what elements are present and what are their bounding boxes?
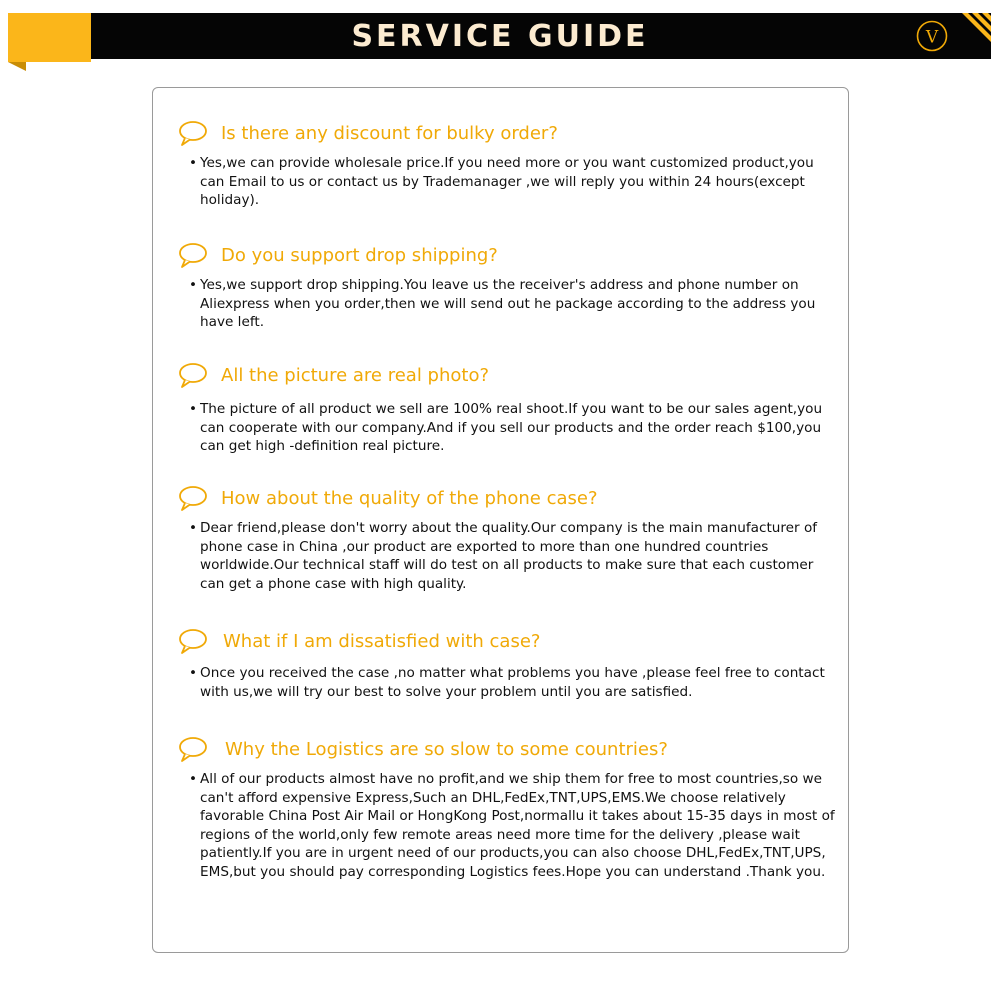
faq-answer-text: Yes,we can provide wholesale price.If you need more or you want customized product,you can Email to us or contact us by Trademanager ,we will reply you within 24 hours(except holiday). [200,155,814,208]
brand-logo-letter: V [925,27,939,48]
faq-answer-text: Dear friend,please don't worry about the quality.Our company is the main manufacturer of phone case in China ,our product are exported to more than one hundred countries worldwide.Our technical staff will do test on all products to make sure that each customer can get a phone case with high quality. [200,520,818,592]
faq-answer [178,664,840,701]
brand-logo-icon [916,20,948,52]
faq-question-row [178,118,858,148]
faq-answer [178,154,840,210]
bullet: • [189,665,198,681]
faq-question-row [178,360,858,390]
faq-question-row [178,626,858,656]
faq-item-logistics [178,734,858,881]
faq-answer-text: Once you received the case ,no matter what problems you have ,please feel free to contact with us,we will try our best to solve your problem until you are satisfied. [200,665,825,700]
faq-item-drop-shipping [178,240,858,332]
faq-answer [178,400,840,456]
speech-bubble-icon [178,485,208,512]
faq-answer [178,276,840,332]
faq-answer [178,519,840,593]
speech-bubble-icon [178,362,208,389]
faq-question: Do you support drop shipping? [221,244,498,266]
faq-question-row [178,483,858,513]
faq-answer [178,770,840,881]
faq-question: What if I am dissatisfied with case? [223,630,541,652]
speech-bubble-icon [178,242,208,269]
faq-item-dissatisfied [178,626,858,701]
faq-answer-text: Yes,we support drop shipping.You leave us the receiver's address and phone number on Aliexpress when you order,then we will send out he package according to the address you have left. [200,277,816,330]
header-accent-fold [8,62,26,71]
bullet: • [189,771,198,787]
faq-question-row [178,734,858,764]
speech-bubble-icon [178,736,208,763]
faq-question: How about the quality of the phone case? [221,487,598,509]
faq-question: Why the Logistics are so slow to some countries? [225,738,668,760]
faq-question-row [178,240,858,270]
faq-item-discount [178,118,858,210]
faq-question: All the picture are real photo? [221,364,490,386]
speech-bubble-icon [178,120,208,147]
faq-item-real-photo [178,360,858,456]
bullet: • [189,277,198,293]
bullet: • [189,520,198,536]
bullet: • [189,401,198,417]
faq-item-quality [178,483,858,593]
speech-bubble-icon [178,628,208,655]
corner-stripes-icon [958,13,991,59]
faq-answer-text: The picture of all product we sell are 100% real shoot.If you want to be our sales agent,you can cooperate with our company.And if you sell our products and the order reach $100,you can get high -definition real picture. [200,401,823,454]
faq-answer-text: All of our products almost have no profit,and we ship them for free to most countries,so we can't afford expensive Express,Such an DHL,FedEx,TNT,UPS,EMS.We choose relatively favorable China Post Air Mail or HongKong Post,normallu it takes about 15-35 days in most of regions of the world,only few remote areas need more time for the delivery ,please wait patiently.If you are in urgent need of our products,you can also choose DHL,FedEx,TNT,UPS, EMS,but you should pay corresponding Logistics fees.Hope you can understand .Thank you. [200,771,835,880]
faq-question: Is there any discount for bulky order? [221,122,558,144]
bullet: • [189,155,198,171]
page-title: SERVICE GUIDE [351,19,649,54]
